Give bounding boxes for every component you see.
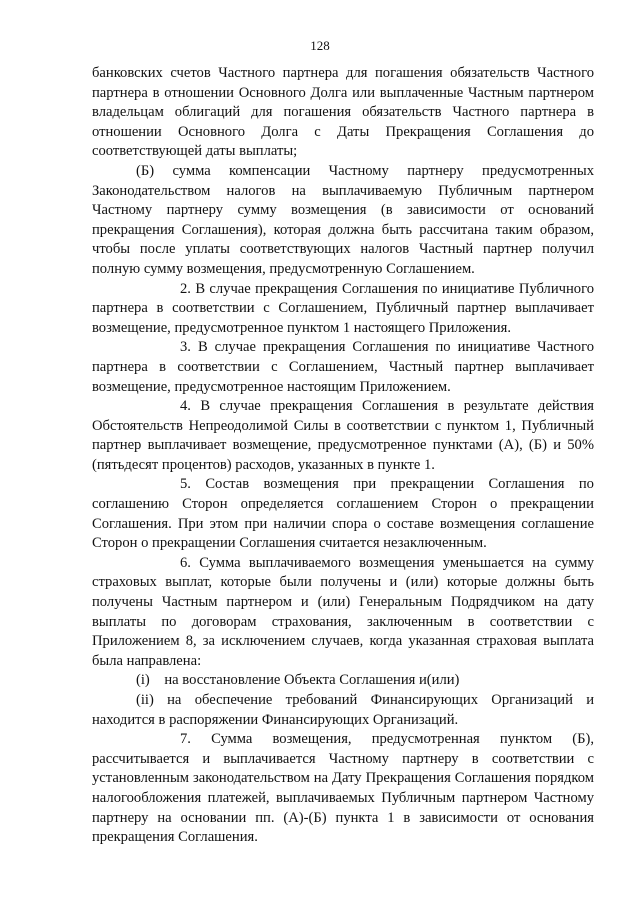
paragraph-text: Сумма выплачиваемого возмещения уменьшается на сумму страховых выплат, которые были получены и (или) которые должны быть получены Частным партнером и (или) Генеральным Подрядчиком на дату выплаты по договорам страхования, заключенным в соответствии с Приложением 8, за исключением случаев, когда указанная страховая выплата была направлена: (92, 554, 594, 669)
paragraph: (Б) сумма компенсации Частному партнеру предусмотренных Законодательством налогов на выплачиваемую Публичным партнером Частному партнеру сумму возмещения (в зависимости от оснований прекращения Соглашения), которая должна быть рассчитана таким образом, чтобы после уплаты соответствующих налогов Частный партнер получил полную сумму возмещения, предусмотренную Соглашением. (92, 162, 594, 277)
paragraph-number: 7. (180, 731, 191, 748)
numbered-paragraph (92, 554, 594, 672)
sub-item: (i) на восстановление Объекта Соглашения и(или) (136, 672, 460, 689)
document-body (92, 64, 594, 848)
numbered-paragraph (92, 475, 594, 553)
paragraph-text: В случае прекращения Соглашения по инициативе Частного партнера в соответствии с Соглашением, Частный партнер выплачивает возмещение, предусмотренное настоящим Приложением. (92, 339, 595, 395)
paragraph-text: В случае прекращения Соглашения по инициативе Публичного партнера в соответствии с Соглашением, Публичный партнер выплачивает возмещение, предусмотренное пунктом 1 настоящего Приложения. (92, 280, 594, 336)
paragraph-number: 6. (180, 554, 191, 571)
paragraph-number: 4. (180, 398, 191, 415)
paragraph-text: Сумма возмещения, предусмотренная пунктом (Б), рассчитывается и выплачивается Частному партнеру в соответствии с установленным законодательством на Дату Прекращения Соглашения порядком налогообложения платежей, выплачиваемых Публичным партнером Частному партнеру на основании пп. (А)-(Б) пункта 1 в зависимости от основания прекращения Соглашения. (92, 731, 594, 846)
paragraph: банковских счетов Частного партнера для погашения обязательств Частного партнера в отношении Основного Долга или выплаченные Частным партнером владельцам облигаций для погашения обязательств Частного партнера в отношении Основного Долга с Даты Прекращения Соглашения до соответствующей даты выплаты; (92, 65, 594, 160)
page-number: 128 (310, 38, 330, 53)
numbered-paragraph (92, 338, 594, 397)
numbered-paragraph (92, 397, 594, 475)
paragraph-number: 2. (180, 280, 191, 297)
paragraph-number: 5. (180, 476, 191, 493)
paragraph-number: 3. (180, 339, 191, 356)
paragraph-text: В случае прекращения Соглашения в результате действия Обстоятельств Непреодолимой Силы в соответствии с пунктом 1, Публичный партнер выплачивает возмещение, предусмотренное пунктами (А), (Б) и 50% (пятьдесят процентов) расходов, указанных в пункте 1. (92, 398, 594, 473)
paragraph-text: Состав возмещения при прекращении Соглашения по соглашению Сторон определяется соглашением Сторон о прекращении Соглашения. При этом при наличии спора о составе возмещения соглашение Сторон о прекращении Соглашения считается незаключенным. (92, 476, 594, 552)
sub-item: (ii) на обеспечение требований Финансирующих Организаций и находится в распоряжении Финансирующих Организаций. (92, 692, 594, 728)
numbered-paragraph (92, 730, 594, 848)
numbered-paragraph (92, 280, 594, 339)
